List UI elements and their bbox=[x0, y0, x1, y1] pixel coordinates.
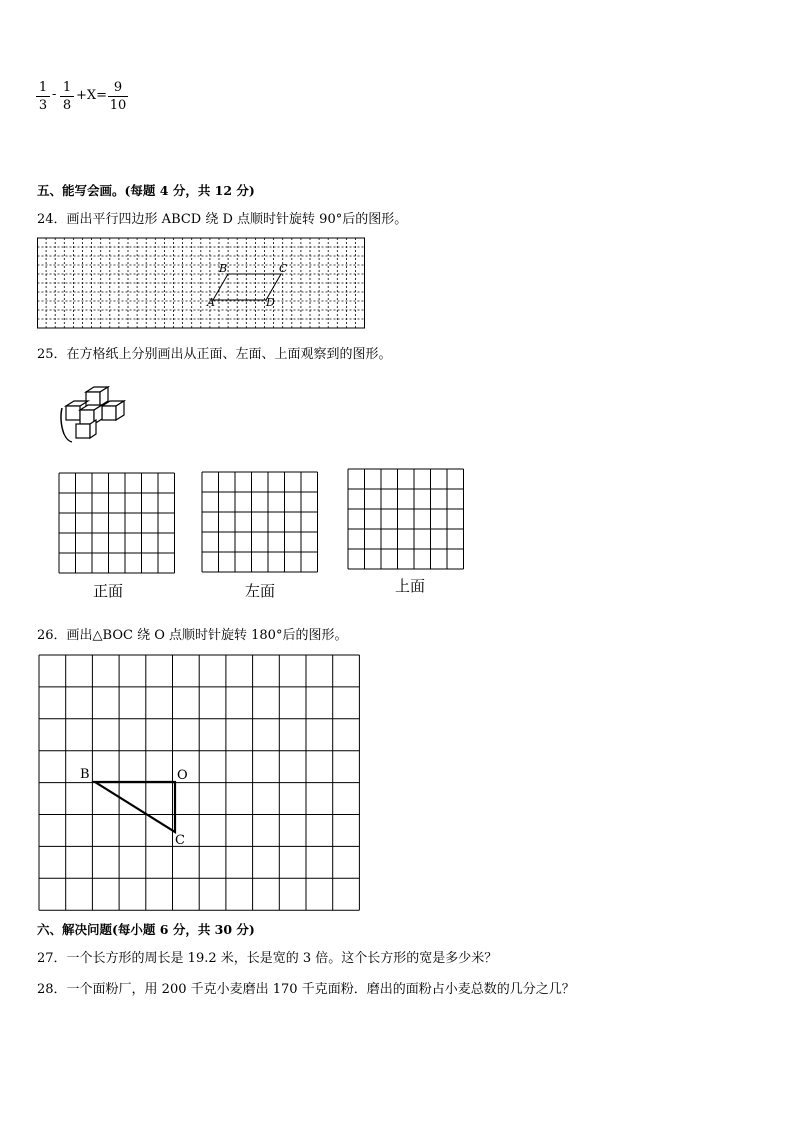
caption-left-view: 左面 bbox=[245, 582, 276, 600]
q26-square-grid[interactable] bbox=[38, 654, 364, 914]
q24-dotted-grid bbox=[37, 237, 367, 331]
label-c: C bbox=[175, 833, 185, 848]
question-28: 28．一个面粉厂，用 200 千克小麦磨出 170 千克面粉．磨出的面粉占小麦总数的几分之几？ bbox=[37, 982, 575, 997]
section-5-heading: 五、能写会画。(每题 4 分，共 12 分) bbox=[37, 183, 255, 198]
label-b: B bbox=[80, 767, 90, 782]
grid-top-view[interactable] bbox=[347, 468, 467, 572]
label-b: B bbox=[219, 262, 228, 275]
fraction-1-3: 1 3 bbox=[36, 80, 50, 113]
fraction-1-8: 1 8 bbox=[60, 80, 74, 113]
label-c: C bbox=[279, 262, 288, 275]
grid-left-view[interactable] bbox=[201, 471, 321, 575]
cube-stack-figure bbox=[58, 386, 134, 446]
question-25: 25．在方格纸上分别画出从正面、左面、上面观察到的图形。 bbox=[37, 347, 392, 362]
minus-sign: - bbox=[52, 87, 57, 102]
label-d: D bbox=[266, 296, 275, 309]
plus-x-equals: +X= bbox=[76, 88, 108, 103]
question-26: 26．画出△BOC 绕 O 点顺时针旋转 180°后的图形。 bbox=[37, 628, 348, 643]
question-24: 24．画出平行四边形 ABCD 绕 D 点顺时针旋转 90°后的图形。 bbox=[37, 212, 408, 227]
label-a: A bbox=[207, 296, 215, 309]
section-6-heading: 六、解决问题(每小题 6 分，共 30 分) bbox=[37, 922, 255, 937]
grid-front-view[interactable] bbox=[58, 472, 178, 576]
question-27: 27．一个长方形的周长是 19.2 米，长是宽的 3 倍。这个长方形的宽是多少米？ bbox=[37, 951, 498, 966]
fraction-9-10: 9 10 bbox=[109, 80, 127, 113]
triangle-boc bbox=[95, 782, 175, 832]
caption-top-view: 上面 bbox=[395, 577, 426, 595]
label-o: O bbox=[177, 768, 188, 783]
caption-front-view: 正面 bbox=[93, 582, 124, 600]
